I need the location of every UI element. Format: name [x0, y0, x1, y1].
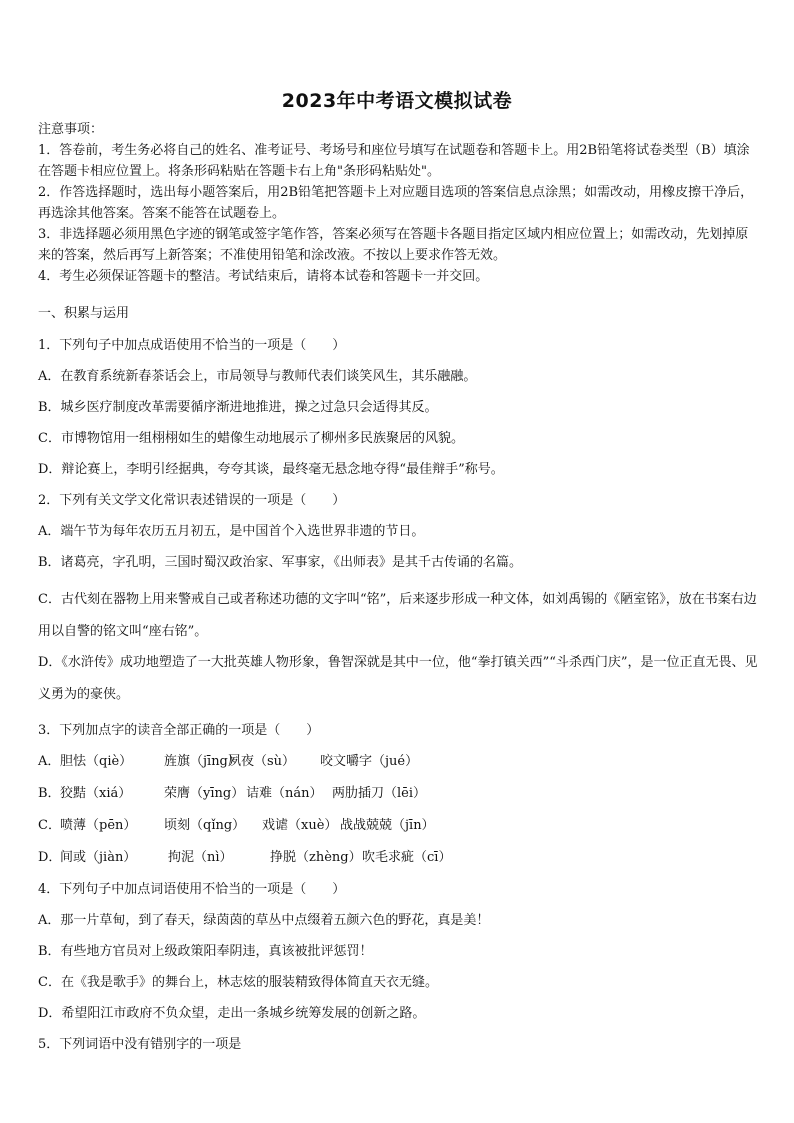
- question-4-option-a: A．那一片草甸，到了春天，绿茵茵的草丛中点缀着五颜六色的野花，真是美！: [38, 913, 490, 928]
- question-3-stem: 3．下列加点字的读音全部正确的一项是（ ）: [38, 723, 320, 738]
- notice-heading: 注意事项：: [38, 122, 104, 137]
- notice-item: 3．非选择题必须用黑色字迹的钢笔或签字笔作答，答案必须写在答题卡各题目指定区域内相应位置上；如需改动，先划掉原来的答案，然后再写上新答案；不准使用铅笔和涂改液。不按以上要求作答无效。: [38, 227, 749, 263]
- option-label: A．: [38, 754, 61, 769]
- question-4-option-b: B．有些地方官员对上级政策阳奉阴违，真该被批评惩罚！: [38, 944, 373, 959]
- pinyin-item: 戏谑（xuè）: [262, 818, 338, 833]
- question-3-option-d: [38, 848, 760, 868]
- pinyin-item: 两肋插刀（lēi）: [332, 786, 427, 801]
- pinyin-item: 拘泥（nì）: [168, 850, 233, 865]
- question-1-option-b: B．城乡医疗制度改革需要循序渐进地推进，操之过急只会适得其反。: [38, 400, 438, 415]
- question-1-stem: 1．下列句子中加点成语使用不恰当的一项是（ ）: [38, 338, 346, 353]
- question-2-stem: 2．下列有关文学文化常识表述错误的一项是（ ）: [38, 493, 346, 508]
- notice-item: 2．作答选择题时，选出每小题答案后，用2B铅笔把答题卡上对应题目选项的答案信息点涂黑；如需改动，用橡皮擦干净后，再选涂其他答案。答案不能答在试题卷上。: [38, 185, 754, 221]
- question-2-option-d: D．《水浒传》成功地塑造了一大批英雄人物形象，鲁智深就是其中一位，他“拳打镇关西”“斗杀西门庆”，是一位正直无畏、见义勇为的豪侠。: [38, 655, 758, 702]
- option-label: C．: [38, 818, 61, 833]
- pinyin-item: 狡黠（xiá）: [60, 786, 132, 801]
- option-label: D．: [38, 850, 62, 865]
- pinyin-item: 顷刻（qǐng）: [164, 818, 246, 833]
- pinyin-item: 挣脱（zhèng）: [270, 850, 362, 865]
- question-1-option-a: A．在教育系统新春茶话会上，市局领导与教师代表们谈笑风生，其乐融融。: [38, 369, 477, 384]
- page-title: 2023年中考语文模拟试卷: [281, 90, 513, 112]
- questions-body: [38, 304, 760, 1066]
- question-3-option-b: [38, 784, 760, 804]
- section-heading: 一、积累与运用: [38, 306, 130, 321]
- question-4-stem: 4．下列句子中加点词语使用不恰当的一项是（ ）: [38, 882, 346, 897]
- question-2-option-c: C．古代刻在器物上用来警戒自己或者称述功德的文字叫“铭”，后来逐步形成一种文体，如刘禹锡的《陋室铭》，放在书案右边用以自警的铭文叫“座右铭”。: [38, 592, 757, 639]
- pinyin-item: 旌旗（jīng）: [164, 754, 241, 769]
- question-1-option-c: C．市博物馆用一组栩栩如生的蜡像生动地展示了柳州多民族聚居的风貌。: [38, 431, 464, 446]
- pinyin-item: 吹毛求疵（cī）: [362, 850, 452, 865]
- pinyin-item: 夙夜（sù）: [228, 754, 296, 769]
- question-1-option-d: D．辩论赛上，李明引经据典，夸夸其谈，最终毫无悬念地夺得“最佳辩手”称号。: [38, 462, 504, 477]
- option-label: B．: [38, 786, 61, 801]
- question-3-option-a: [38, 752, 760, 772]
- pinyin-item: 喷薄（pēn）: [60, 818, 137, 833]
- notice-block: [38, 119, 760, 287]
- question-3-option-c: [38, 816, 760, 836]
- notice-item: 1．答卷前，考生务必将自己的姓名、准考证号、考场号和座位号填写在试题卷和答题卡上。用2B铅笔将试卷类型（B）填涂在答题卡相应位置上。将条形码粘贴在答题卡右上角"条形码粘贴处"。: [38, 143, 750, 179]
- pinyin-item: 诘难（nán）: [246, 786, 323, 801]
- notice-item: 4．考生必须保证答题卡的整洁。考试结束后，请将本试卷和答题卡一并交回。: [38, 269, 489, 284]
- pinyin-item: 间或（jiàn）: [60, 850, 137, 865]
- pinyin-item: 荣膺（yīng）: [164, 786, 245, 801]
- question-4-option-c: C．在《我是歌手》的舞台上，林志炫的服装精致得体简直天衣无缝。: [38, 975, 438, 990]
- question-2-option-b: B．诸葛亮，字孔明，三国时蜀汉政治家、军事家，《出师表》是其千古传诵的名篇。: [38, 555, 523, 570]
- pinyin-item: 胆怯（qiè）: [60, 754, 133, 769]
- question-5-stem: 5．下列词语中没有错别字的一项是: [38, 1037, 242, 1052]
- pinyin-item: 战战兢兢（jīn）: [340, 818, 435, 833]
- question-4-option-d: D．希望阳江市政府不负众望，走出一条城乡统筹发展的创新之路。: [38, 1006, 426, 1021]
- question-2-option-a: A．端午节为每年农历五月初五，是中国首个入选世界非遗的节日。: [38, 524, 425, 539]
- pinyin-item: 咬文嚼字（jué）: [320, 754, 419, 769]
